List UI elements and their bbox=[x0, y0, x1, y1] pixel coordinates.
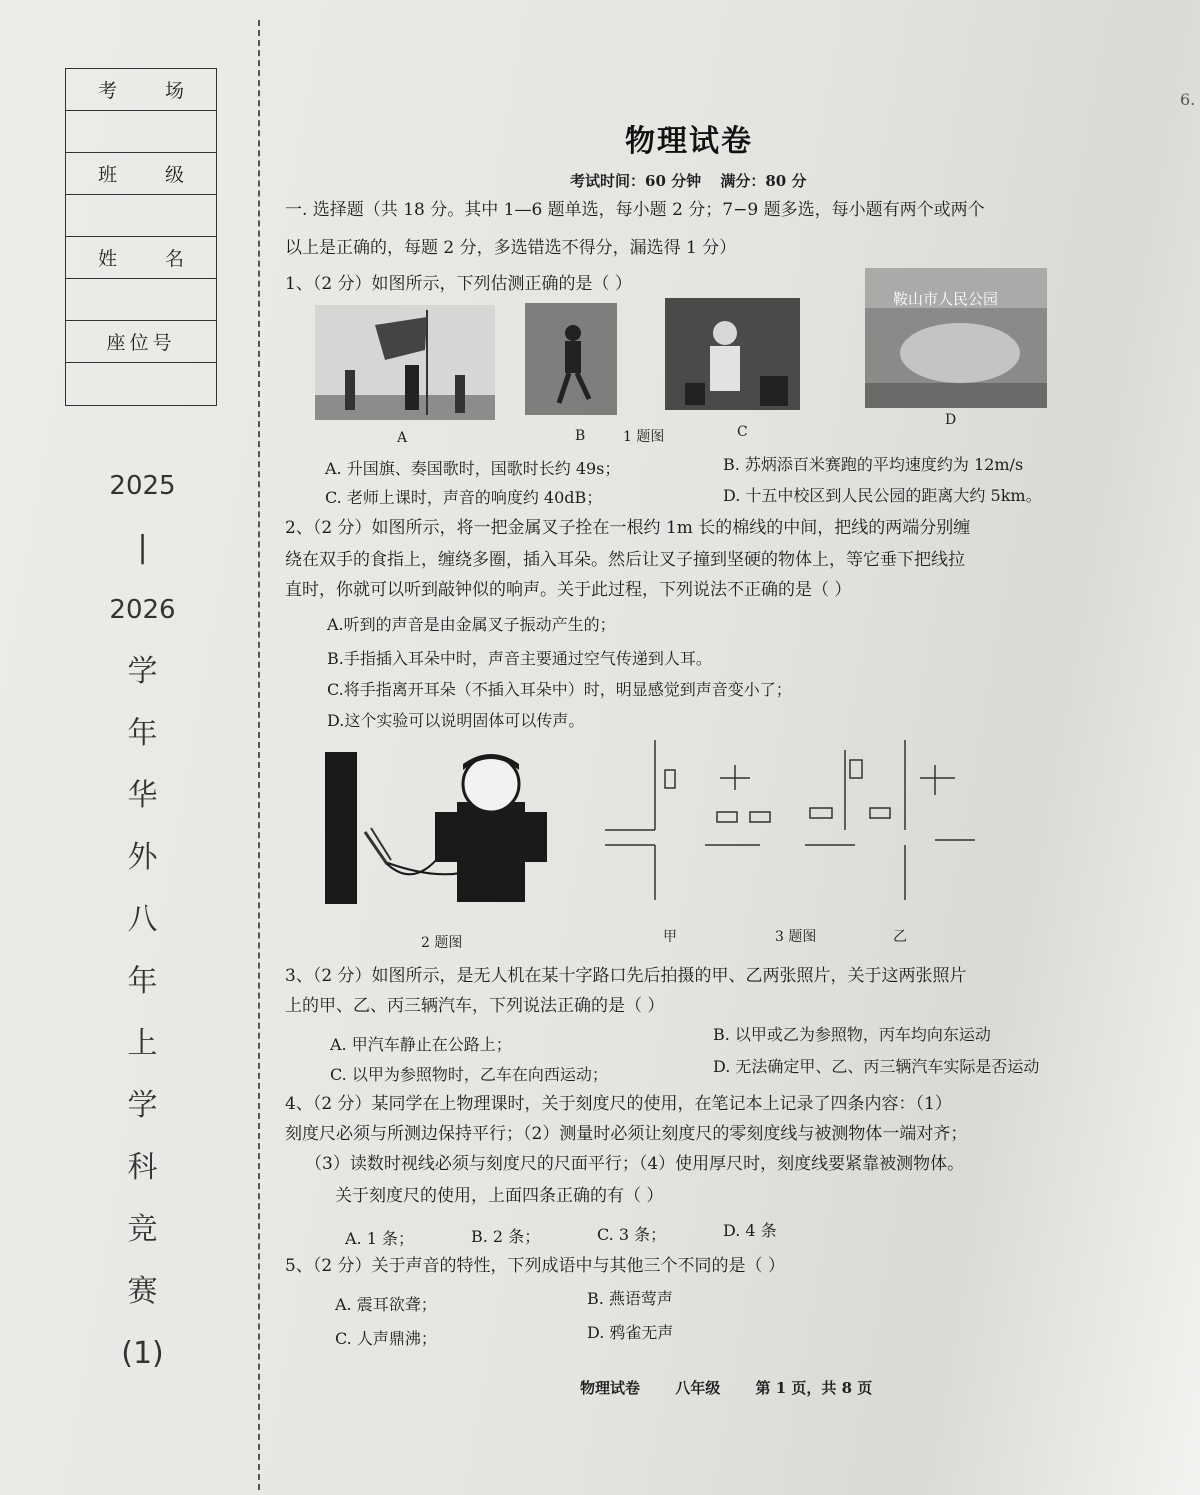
q1-option-d[interactable]: D. 十五中校区到人民公园的距离大约 5km。 bbox=[723, 486, 1042, 505]
section-instructions-line2: 以上是正确的，每题 2 分，多选错选不得分，漏选得 1 分） bbox=[285, 238, 737, 258]
q1-fig-label-a: A bbox=[397, 430, 408, 446]
park-sign-text: 鞍山市人民公园 bbox=[893, 290, 999, 308]
q1-fig-label-b: B bbox=[575, 428, 586, 444]
competition-title-vertical: 2025 | 2026 学 年 华 外 八 年 上 学 科 竞 赛 (1) bbox=[109, 471, 176, 1371]
q2-stem-line3: 直时，你就可以听到敲钟似的响声。关于此过程，下列说法不正确的是（ ） bbox=[285, 580, 852, 600]
exam-title: 物理试卷 bbox=[625, 124, 753, 159]
name-field[interactable] bbox=[66, 279, 216, 321]
q2-option-b[interactable]: B.手指插入耳朵中时，声音主要通过空气传递到人耳。 bbox=[327, 649, 712, 668]
q1-figure-d-park bbox=[865, 268, 1047, 408]
student-info-table bbox=[65, 68, 217, 406]
name-label: 姓 名 bbox=[66, 237, 216, 279]
q2-option-d[interactable]: D.这个实验可以说明固体可以传声。 bbox=[327, 711, 585, 730]
q1-option-a[interactable]: A. 升国旗、奏国歌时，国歌时长约 49s； bbox=[325, 459, 621, 478]
q3-stem-line2: 上的甲、乙、丙三辆汽车，下列说法正确的是（ ） bbox=[285, 996, 665, 1016]
q1-option-c[interactable]: C. 老师上课时，声音的响度约 40dB； bbox=[325, 488, 603, 507]
q4-stem-line1: 4、（2 分）某同学在上物理课时，关于刻度尺的使用，在笔记本上记录了四条内容：（1） bbox=[285, 1094, 952, 1114]
q2-figure-fork-ear bbox=[325, 752, 560, 907]
edge-page-number: 6. bbox=[1180, 90, 1196, 109]
q3-figure-caption: 3 题图 bbox=[775, 929, 817, 945]
q5-option-b[interactable]: B. 燕语莺声 bbox=[587, 1289, 673, 1308]
q1-fig-label-c: C bbox=[737, 424, 748, 440]
flag-raising-image bbox=[315, 305, 495, 420]
teacher-image bbox=[665, 298, 800, 410]
q1-figure-b-sprinter bbox=[525, 303, 617, 415]
q3-option-a[interactable]: A. 甲汽车静止在公路上； bbox=[330, 1035, 512, 1054]
q1-option-b[interactable]: B. 苏炳添百米赛跑的平均速度约为 12m/s bbox=[723, 455, 1024, 474]
exam-room-label: 考 场 bbox=[66, 69, 216, 111]
q4-stem-line4: 关于刻度尺的使用，上面四条正确的有（ ） bbox=[335, 1186, 664, 1206]
q5-stem: 5、（2 分）关于声音的特性，下列成语中与其他三个不同的是（ ） bbox=[285, 1256, 785, 1276]
q5-option-c[interactable]: C. 人声鼎沸； bbox=[335, 1329, 437, 1348]
q5-option-a[interactable]: A. 震耳欲聋； bbox=[335, 1295, 437, 1314]
q2-figure-caption: 2 题图 bbox=[421, 935, 463, 951]
q4-stem-line2: 刻度尺必须与所测边保持平行；（2）测量时必须让刻度尺的零刻度线与被测物体一端对齐； bbox=[285, 1124, 968, 1144]
q1-fig-label-d: D bbox=[945, 412, 957, 428]
seat-number-label: 座位号 bbox=[66, 321, 216, 363]
sprinter-image bbox=[525, 303, 617, 415]
page-footer bbox=[580, 1377, 872, 1398]
q4-option-c[interactable]: C. 3 条； bbox=[597, 1225, 667, 1244]
q4-option-a[interactable]: A. 1 条； bbox=[345, 1229, 414, 1248]
binding-cut-line bbox=[258, 20, 260, 1490]
seat-number-field[interactable] bbox=[66, 363, 216, 405]
q3-figure-label-jia: 甲 bbox=[663, 929, 677, 945]
q4-stem-line3: （3）读数时视线必须与刻度尺的尺面平行；（4）使用厚尺时，刻度线要紧靠被测物体。 bbox=[305, 1154, 965, 1174]
q1-figure-c-teacher bbox=[665, 298, 800, 410]
exam-info: 考试时间：60 分钟 满分：80 分 bbox=[570, 172, 807, 190]
q4-option-b[interactable]: B. 2 条； bbox=[471, 1227, 541, 1246]
q5-option-d[interactable]: D. 鸦雀无声 bbox=[587, 1323, 674, 1342]
q2-stem-line1: 2、（2 分）如图所示，将一把金属叉子拴在一根约 1m 长的棉线的中间，把线的两端分别缠 bbox=[285, 518, 971, 538]
footer-grade: 八年级 bbox=[675, 1379, 721, 1397]
q4-option-d[interactable]: D. 4 条 bbox=[723, 1221, 777, 1240]
q2-option-c[interactable]: C.将手指离开耳朵（不插入耳朵中）时，明显感觉到声音变小了； bbox=[327, 680, 792, 699]
footer-subject: 物理试卷 bbox=[580, 1379, 641, 1397]
class-field[interactable] bbox=[66, 195, 216, 237]
q1-stem: 1、（2 分）如图所示，下列估测正确的是（ ） bbox=[285, 274, 632, 294]
section-instructions-line1: 一. 选择题（共 18 分。其中 1—6 题单选，每小题 2 分；7−9 题多选，每小题有两个或两个 bbox=[285, 200, 985, 220]
q3-option-b[interactable]: B. 以甲或乙为参照物，丙车均向东运动 bbox=[713, 1025, 991, 1044]
footer-page-number: 第 1 页，共 8 页 bbox=[755, 1379, 873, 1397]
q3-figure-intersections bbox=[605, 740, 1145, 900]
intersection-diagrams bbox=[605, 740, 1145, 900]
q2-stem-line2: 绕在双手的食指上，缠绕多圈，插入耳朵。然后让叉子撞到坚硬的物体上，等它垂下把线拉 bbox=[285, 550, 965, 570]
exam-room-field[interactable] bbox=[66, 111, 216, 153]
q3-option-d[interactable]: D. 无法确定甲、乙、丙三辆汽车实际是否运动 bbox=[713, 1057, 1040, 1076]
q3-stem-line1: 3、（2 分）如图所示，是无人机在某十字路口先后拍摄的甲、乙两张照片，关于这两张照片 bbox=[285, 966, 967, 986]
q1-figure-a-flag-raising bbox=[315, 305, 495, 420]
q3-option-c[interactable]: C. 以甲为参照物时，乙车在向西运动； bbox=[330, 1065, 608, 1084]
fork-string-illustration bbox=[325, 752, 560, 907]
q1-figure-caption: 1 题图 bbox=[623, 429, 665, 445]
q2-option-a[interactable]: A.听到的声音是由金属叉子振动产生的； bbox=[327, 615, 616, 634]
class-label: 班 级 bbox=[66, 153, 216, 195]
q3-figure-label-yi: 乙 bbox=[893, 929, 907, 945]
